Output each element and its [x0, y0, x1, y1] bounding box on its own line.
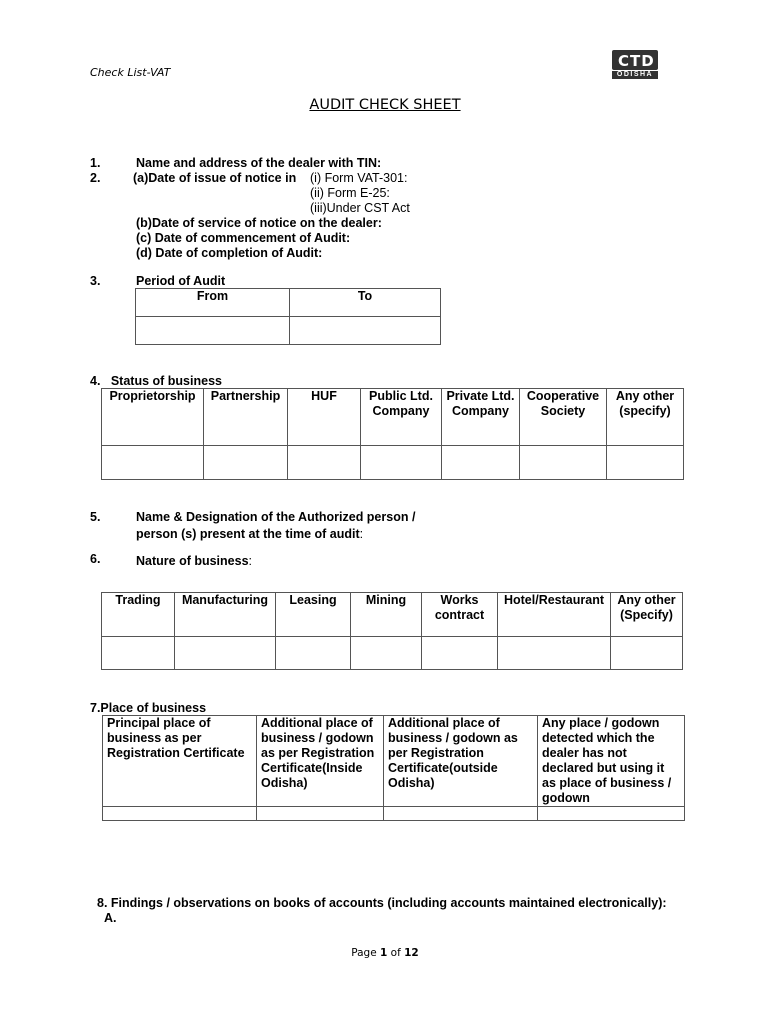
nature-col-header: Trading	[102, 593, 175, 637]
footer-of: of	[387, 947, 405, 959]
status-col-header: Proprietorship	[102, 389, 204, 446]
nature-cell[interactable]	[351, 637, 422, 670]
status-cell[interactable]	[607, 446, 684, 480]
item-6-text: Nature of business	[136, 554, 249, 568]
place-table	[102, 715, 685, 821]
place-cell[interactable]	[384, 807, 538, 821]
item-7-text: 7.Place of business	[90, 701, 207, 715]
status-col-header: Partnership	[204, 389, 288, 446]
nature-col-header: Leasing	[276, 593, 351, 637]
page-footer	[0, 947, 770, 959]
status-table	[101, 388, 684, 480]
page-title: AUDIT CHECK SHEET	[309, 97, 461, 113]
status-col-header: Cooperative Society	[520, 389, 607, 446]
item-2c-text: (c) Date of commencement of Audit:	[136, 231, 351, 245]
logo-text: CTD	[618, 52, 655, 70]
status-cell[interactable]	[520, 446, 607, 480]
status-cell[interactable]	[288, 446, 361, 480]
nature-col-header: Any other (Specify)	[611, 593, 683, 637]
nature-cell[interactable]	[102, 637, 175, 670]
item-2a-form-e25: (ii) Form E-25:	[310, 186, 390, 200]
item-5-text-line1: Name & Designation of the Authorized person /	[136, 510, 416, 524]
nature-cell[interactable]	[611, 637, 683, 670]
item-1-number: 1.	[90, 156, 101, 170]
nature-col-header: Works contract	[422, 593, 498, 637]
period-to-header: To	[290, 289, 441, 317]
period-to-cell[interactable]	[290, 317, 441, 345]
nature-col-header: Hotel/Restaurant	[498, 593, 611, 637]
item-6-colon: :	[248, 554, 253, 568]
nature-table	[101, 592, 683, 670]
item-2d-text: (d) Date of completion of Audit:	[136, 246, 323, 260]
nature-col-header: Manufacturing	[175, 593, 276, 637]
period-from-cell[interactable]	[136, 317, 290, 345]
nature-cell[interactable]	[498, 637, 611, 670]
status-cell[interactable]	[102, 446, 204, 480]
doc-label: Check List-VAT	[90, 66, 171, 79]
place-cell[interactable]	[257, 807, 384, 821]
place-col-header: Additional place of business / godown as per Registration Certificate(Inside Odisha)	[257, 716, 384, 807]
status-col-header: HUF	[288, 389, 361, 446]
nature-cell[interactable]	[422, 637, 498, 670]
item-5-text-line2: person (s) present at the time of audit	[136, 527, 360, 541]
place-col-header: Additional place of business / godown as per Registration Certificate(outside Odisha)	[384, 716, 538, 807]
item-2a-text: (a)Date of issue of notice in	[133, 171, 297, 185]
item-6-number: 6.	[90, 552, 101, 566]
item-5-colon: :	[359, 527, 364, 541]
ctd-odisha-logo	[612, 50, 658, 78]
nature-col-header: Mining	[351, 593, 422, 637]
status-cell[interactable]	[204, 446, 288, 480]
nature-cell[interactable]	[175, 637, 276, 670]
status-cell[interactable]	[361, 446, 442, 480]
item-4-text: 4. Status of business	[90, 374, 222, 388]
period-table	[135, 288, 441, 345]
place-col-header: Any place / godown detected which the dealer has not declared but using it as place of business / godown	[538, 716, 685, 807]
period-from-header: From	[136, 289, 290, 317]
item-3-text: Period of Audit	[136, 274, 226, 288]
status-col-header: Public Ltd. Company	[361, 389, 442, 446]
logo-subtext: ODISHA	[612, 71, 658, 79]
footer-current-page: 1	[380, 947, 388, 959]
item-2-number: 2.	[90, 171, 101, 185]
item-2a-form-vat: (i) Form VAT-301:	[310, 171, 408, 185]
nature-cell[interactable]	[276, 637, 351, 670]
item-2b-text: (b)Date of service of notice on the dealer:	[136, 216, 382, 230]
place-cell[interactable]	[538, 807, 685, 821]
place-col-header: Principal place of business as per Registration Certificate	[103, 716, 257, 807]
status-col-header: Any other (specify)	[607, 389, 684, 446]
status-cell[interactable]	[442, 446, 520, 480]
item-3-number: 3.	[90, 274, 101, 288]
item-2a-cst: (iii)Under CST Act	[310, 201, 410, 215]
status-col-header: Private Ltd. Company	[442, 389, 520, 446]
place-cell[interactable]	[103, 807, 257, 821]
item-5-number: 5.	[90, 510, 101, 524]
item-8-text: 8. Findings / observations on books of accounts (including accounts maintained electronically):	[97, 896, 667, 910]
item-8a-label: A.	[104, 911, 117, 925]
item-1-text: Name and address of the dealer with TIN:	[136, 156, 382, 170]
footer-total-pages: 12	[404, 947, 419, 959]
footer-prefix: Page	[351, 947, 381, 959]
